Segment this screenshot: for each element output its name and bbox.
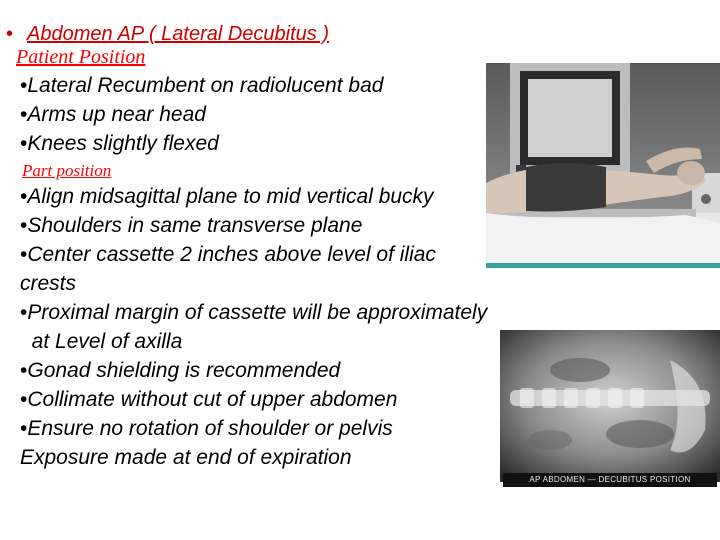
list-item-text: Gonad shielding is recommended — [27, 359, 341, 382]
xray-caption: AP ABDOMEN — DECUBITUS POSITION — [503, 473, 717, 487]
patient-position-heading: Patient Position — [16, 46, 146, 68]
bullet-icon: • — [20, 185, 28, 208]
list-item-text: Align midsagittal plane to mid vertical bucky — [27, 185, 434, 208]
bullet-icon: • — [20, 103, 28, 126]
list-item — [20, 71, 495, 100]
list-item — [20, 298, 495, 327]
list-item — [20, 385, 495, 414]
list-item — [20, 129, 495, 158]
list-item-text: Ensure no rotation of shoulder or pelvis — [27, 417, 393, 440]
list-item — [20, 327, 495, 356]
bullet-icon: • — [20, 132, 28, 155]
list-item — [20, 240, 495, 298]
patient-position-list — [20, 71, 495, 158]
bullet-icon: • — [20, 243, 28, 266]
bullet-icon: • — [20, 359, 28, 382]
list-item-text: Shoulders in same transverse plane — [27, 214, 363, 237]
list-item-text: at Level of axilla — [20, 330, 183, 353]
bullet-icon: • — [20, 301, 28, 324]
bullet-icon: • — [20, 214, 28, 237]
part-position-heading: Part position — [22, 161, 112, 180]
list-item-text: Center cassette 2 inches above level of iliac crests — [20, 243, 436, 295]
list-item — [20, 443, 495, 472]
list-item — [20, 414, 495, 443]
part-position-list — [20, 182, 495, 472]
bullet-icon: • — [20, 74, 28, 97]
list-item-text: Knees slightly flexed — [27, 132, 219, 155]
list-item-text: Proximal margin of cassette will be approximately — [27, 301, 488, 324]
list-item-text: Lateral Recumbent on radiolucent bad — [27, 74, 384, 97]
list-item-text: Exposure made at end of expiration — [20, 446, 352, 469]
bullet-icon: • — [20, 417, 28, 440]
list-item — [20, 100, 495, 129]
patient-photo-illustration — [486, 63, 720, 268]
list-item — [20, 356, 495, 385]
list-item-text: Arms up near head — [27, 103, 206, 126]
xray-illustration — [500, 330, 720, 482]
list-item — [20, 182, 495, 211]
xray-image — [500, 330, 720, 482]
slide-title — [6, 22, 329, 46]
title-bullet: • — [6, 23, 14, 45]
list-item-text: Collimate without cut of upper abdomen — [27, 388, 398, 411]
patient-position-photo — [486, 63, 720, 268]
title-text: Abdomen AP ( Lateral Decubitus ) — [27, 23, 330, 45]
bullet-icon: • — [20, 388, 28, 411]
list-item — [20, 211, 495, 240]
